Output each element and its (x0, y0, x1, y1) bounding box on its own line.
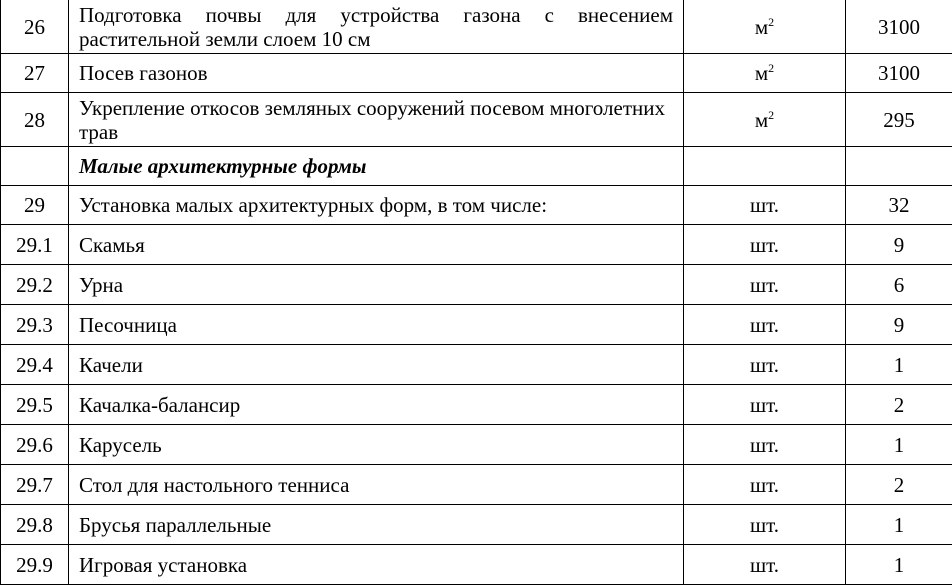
quantity: 32 (846, 186, 952, 225)
unit-cell (684, 93, 846, 147)
quantity: 1 (846, 545, 952, 585)
quantity: 295 (846, 93, 952, 147)
row-number: 29.1 (1, 225, 69, 265)
quantity (846, 147, 952, 186)
work-name: Игровая установка (69, 545, 684, 585)
row-number: 29 (1, 186, 69, 225)
unit-label: шт. (684, 345, 846, 385)
unit-label: м (755, 108, 768, 132)
table-row (1, 93, 952, 147)
work-name: Установка малых архитектурных форм, в том числе: (69, 186, 684, 225)
work-name: Урна (69, 265, 684, 305)
table-row (1, 505, 952, 545)
unit-label: м (755, 61, 768, 85)
work-name: Качалка-балансир (69, 385, 684, 425)
unit-superscript: 2 (768, 61, 774, 75)
work-name: Брусья параллельные (69, 505, 684, 545)
row-number: 29.2 (1, 265, 69, 305)
unit-label: шт. (684, 265, 846, 305)
quantity: 1 (846, 425, 952, 465)
row-number: 29.9 (1, 545, 69, 585)
work-name: Укрепление откосов земляных сооружений посевом многолетних трав (69, 93, 684, 147)
quantity: 3100 (846, 0, 952, 54)
section-row (1, 147, 952, 186)
row-number: 29.3 (1, 305, 69, 345)
quantity: 3100 (846, 54, 952, 93)
work-name: Стол для настольного тенниса (69, 465, 684, 505)
unit-label: шт. (684, 505, 846, 545)
quantity: 1 (846, 505, 952, 545)
unit-label: шт. (684, 465, 846, 505)
table-row (1, 265, 952, 305)
unit-label: м (755, 15, 768, 39)
unit-label: шт. (684, 385, 846, 425)
work-name: Песочница (69, 305, 684, 345)
work-name: Посев газонов (69, 54, 684, 93)
unit-label: шт. (684, 186, 846, 225)
unit-cell (684, 0, 846, 54)
unit-cell (684, 54, 846, 93)
row-number: 26 (1, 0, 69, 54)
section-title: Малые архитектурные формы (69, 147, 684, 186)
row-number: 28 (1, 93, 69, 147)
unit-superscript: 2 (768, 108, 774, 122)
table-row (1, 425, 952, 465)
unit-label: шт. (684, 425, 846, 465)
row-number (1, 147, 69, 186)
row-number: 29.8 (1, 505, 69, 545)
table-row (1, 0, 952, 54)
quantity: 6 (846, 265, 952, 305)
row-number: 29.7 (1, 465, 69, 505)
table-row (1, 385, 952, 425)
unit-label: шт. (684, 305, 846, 345)
unit-label: шт. (684, 545, 846, 585)
table-row (1, 54, 952, 93)
work-name: Качели (69, 345, 684, 385)
work-name: Карусель (69, 425, 684, 465)
row-number: 27 (1, 54, 69, 93)
table-row (1, 305, 952, 345)
quantity: 9 (846, 305, 952, 345)
table-row (1, 545, 952, 585)
unit-superscript: 2 (768, 15, 774, 29)
table-row (1, 225, 952, 265)
work-name: Подготовка почвы для устройства газона с внесением растительной земли слоем 10 см (69, 0, 684, 54)
row-number: 29.4 (1, 345, 69, 385)
work-name: Скамья (69, 225, 684, 265)
quantity: 1 (846, 345, 952, 385)
unit-label: шт. (684, 225, 846, 265)
row-number: 29.6 (1, 425, 69, 465)
quantity: 9 (846, 225, 952, 265)
unit-cell (684, 147, 846, 186)
row-number: 29.5 (1, 385, 69, 425)
table-row (1, 465, 952, 505)
quantity: 2 (846, 465, 952, 505)
table-row (1, 345, 952, 385)
table-row (1, 186, 952, 225)
quantity: 2 (846, 385, 952, 425)
